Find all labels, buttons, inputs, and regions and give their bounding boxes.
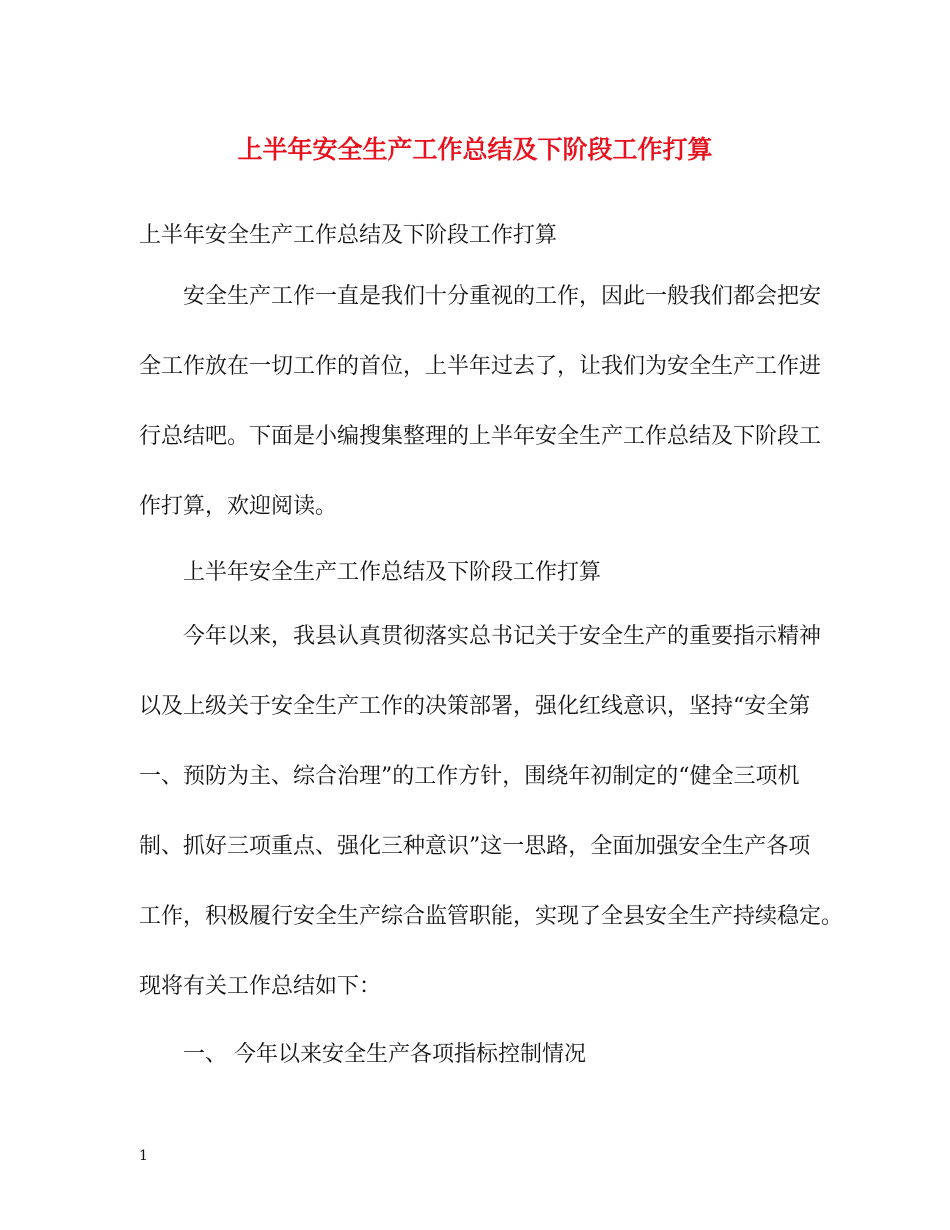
paragraph-line: 制、抓好三项重点、强化三种意识”这一思路，全面加强安全生产各项 bbox=[139, 834, 811, 859]
subtitle-line: 上半年安全生产工作总结及下阶段工作打算 bbox=[139, 223, 558, 248]
paragraph-line: 全工作放在一切工作的首位，上半年过去了，让我们为安全生产工作进 bbox=[139, 354, 822, 379]
paragraph-line: 作打算，欢迎阅读。 bbox=[139, 494, 338, 519]
paragraph-line: 一、预防为主、综合治理”的工作方针，围绕年初制定的“健全三项机 bbox=[139, 764, 800, 789]
paragraph-line: 现将有关工作总结如下： bbox=[139, 974, 382, 999]
page-number: 1 bbox=[139, 1148, 148, 1164]
document-title: 上半年安全生产工作总结及下阶段工作打算 bbox=[237, 135, 713, 164]
paragraph-line: 工作，积极履行安全生产综合监管职能，实现了全县安全生产持续稳定。 bbox=[139, 904, 844, 929]
section-heading: 上半年安全生产工作总结及下阶段工作打算 bbox=[183, 560, 602, 585]
paragraph-line: 行总结吧。下面是小编搜集整理的上半年安全生产工作总结及下阶段工 bbox=[139, 424, 822, 449]
paragraph-line: 安全生产工作一直是我们十分重视的工作，因此一般我们都会把安 bbox=[183, 284, 822, 309]
numbered-heading: 一、 今年以来安全生产各项指标控制情况 bbox=[183, 1042, 586, 1067]
paragraph-line: 今年以来，我县认真贯彻落实总书记关于安全生产的重要指示精神 bbox=[183, 624, 822, 649]
paragraph-line: 以及上级关于安全生产工作的决策部署，强化红线意识，坚持“安全第 bbox=[139, 694, 811, 719]
